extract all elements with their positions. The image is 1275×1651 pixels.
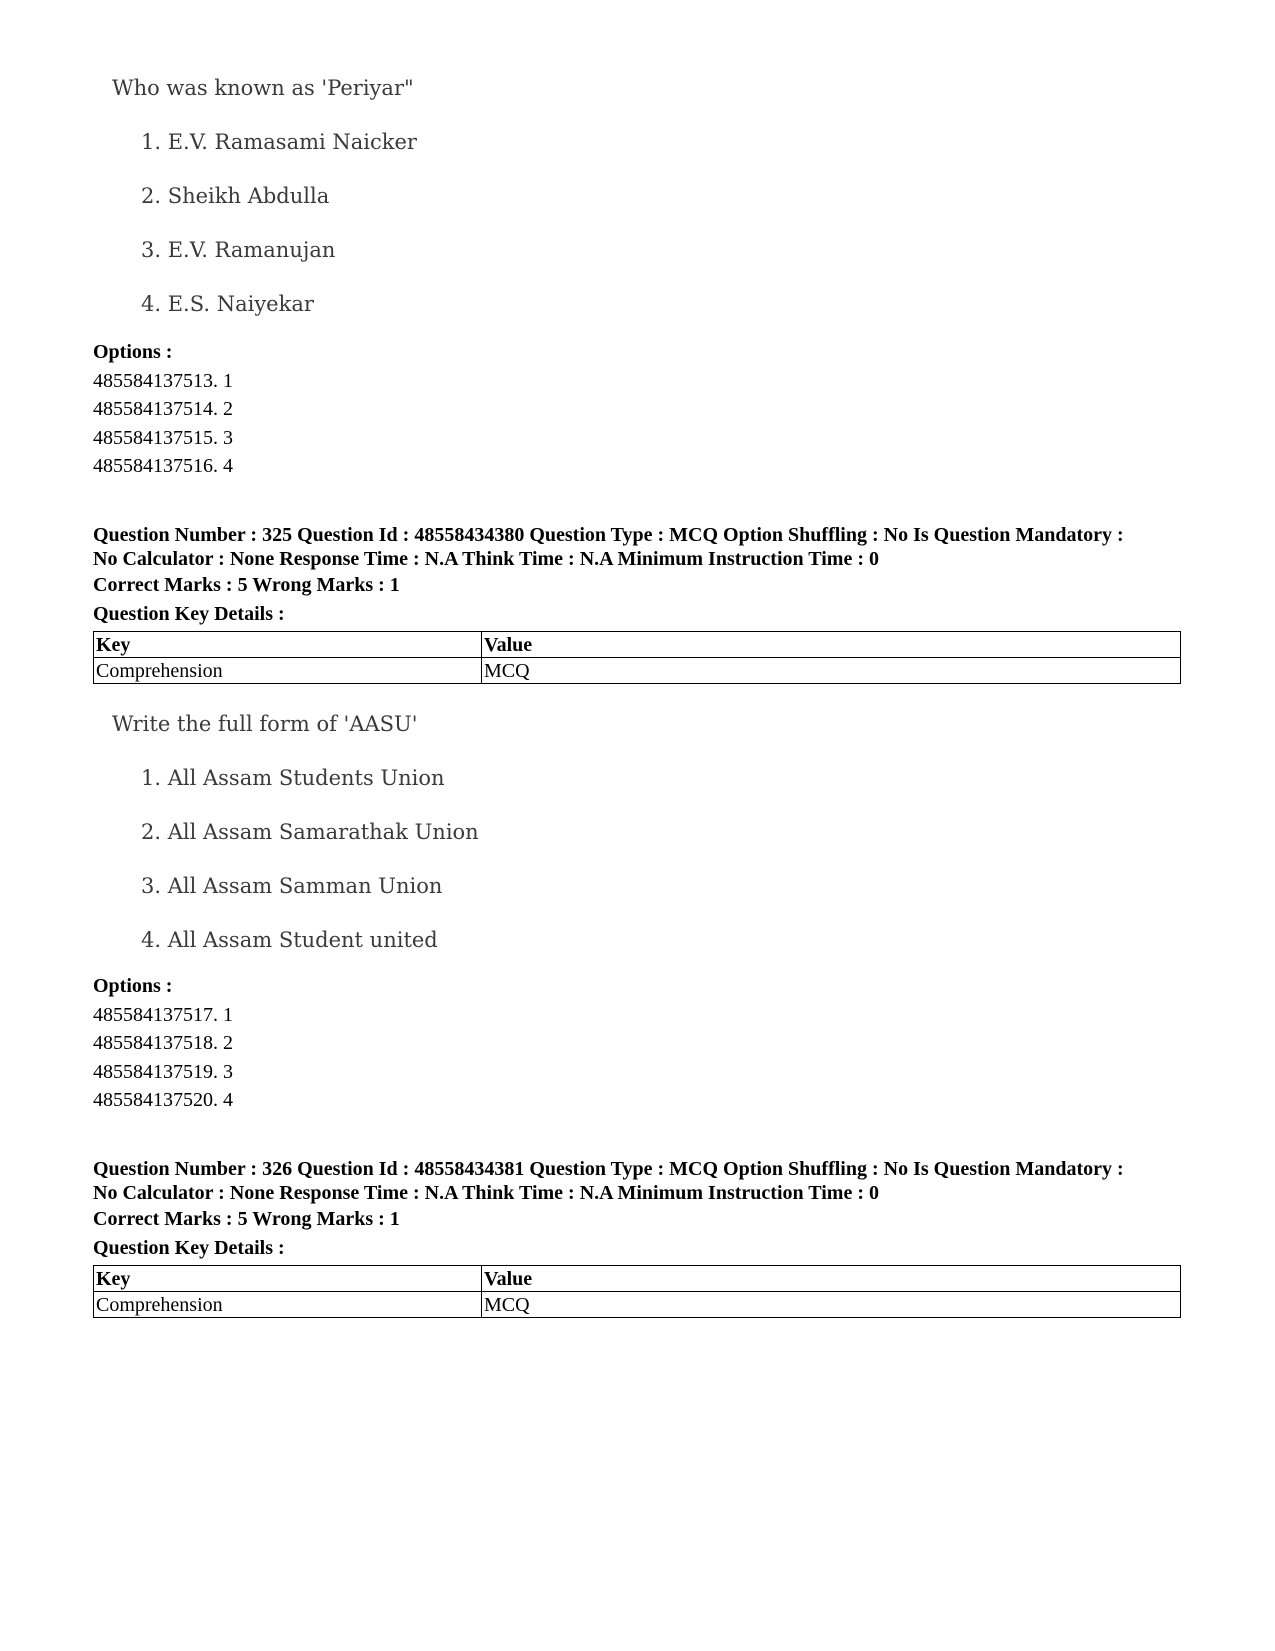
question-choice: 1. E.V. Ramasami Naicker xyxy=(141,130,417,154)
table-header-key: Key xyxy=(94,632,482,658)
question-meta-line: No Calculator : None Response Time : N.A Think Time : N.A Minimum Instruction Time : 0 xyxy=(93,1182,879,1204)
question-image-aasu xyxy=(112,711,479,981)
marks-line: Correct Marks : 5 Wrong Marks : 1 xyxy=(93,1208,400,1230)
question-325-header xyxy=(93,523,1183,684)
table-header-row xyxy=(94,1266,1181,1292)
table-cell: MCQ xyxy=(482,658,1181,684)
question-choice: 1. All Assam Students Union xyxy=(141,766,445,790)
option-line: 485584137514. 2 xyxy=(93,398,233,420)
table-header-key: Key xyxy=(94,1266,482,1292)
options-block xyxy=(93,972,1183,1115)
table-header-row xyxy=(94,632,1181,658)
question-text: Write the full form of 'AASU' xyxy=(112,712,418,736)
question-choice: 4. All Assam Student united xyxy=(141,928,438,952)
question-image-periyar xyxy=(112,75,417,345)
table-cell: Comprehension xyxy=(94,1292,482,1318)
table-row xyxy=(94,658,1181,684)
table-cell: MCQ xyxy=(482,1292,1181,1318)
option-line: 485584137513. 1 xyxy=(93,369,233,392)
question-choice: 3. E.V. Ramanujan xyxy=(141,238,336,262)
question-choice: 4. E.S. Naiyekar xyxy=(141,292,314,316)
question-meta-line: No Calculator : None Response Time : N.A Think Time : N.A Minimum Instruction Time : 0 xyxy=(93,548,879,570)
question-326-header xyxy=(93,1157,1183,1318)
key-details-label: Question Key Details : xyxy=(93,602,285,625)
key-details-table xyxy=(93,631,1181,684)
options-label: Options : xyxy=(93,975,173,997)
question-meta-line: Question Number : 325 Question Id : 48558434380 Question Type : MCQ Option Shuffling : No Is Question Mandatory : xyxy=(93,524,1124,546)
option-line: 485584137515. 3 xyxy=(93,426,233,449)
question-choice: 3. All Assam Samman Union xyxy=(141,874,443,898)
option-line: 485584137519. 3 xyxy=(93,1060,233,1083)
option-line: 485584137517. 1 xyxy=(93,1003,233,1026)
table-header-value: Value xyxy=(482,1266,1181,1292)
options-label: Options : xyxy=(93,341,173,363)
question-choice: 2. Sheikh Abdulla xyxy=(141,184,330,208)
marks-line: Correct Marks : 5 Wrong Marks : 1 xyxy=(93,574,400,596)
option-line: 485584137520. 4 xyxy=(93,1089,233,1111)
key-details-label: Question Key Details : xyxy=(93,1236,285,1259)
key-details-table xyxy=(93,1265,1181,1318)
question-choice: 2. All Assam Samarathak Union xyxy=(141,820,479,844)
question-text: Who was known as 'Periyar" xyxy=(112,76,414,100)
table-cell: Comprehension xyxy=(94,658,482,684)
option-line: 485584137516. 4 xyxy=(93,455,233,477)
question-meta-line: Question Number : 326 Question Id : 48558434381 Question Type : MCQ Option Shuffling : No Is Question Mandatory : xyxy=(93,1158,1124,1180)
table-row xyxy=(94,1292,1181,1318)
options-block xyxy=(93,338,1183,481)
option-line: 485584137518. 2 xyxy=(93,1032,233,1054)
table-header-value: Value xyxy=(482,632,1181,658)
